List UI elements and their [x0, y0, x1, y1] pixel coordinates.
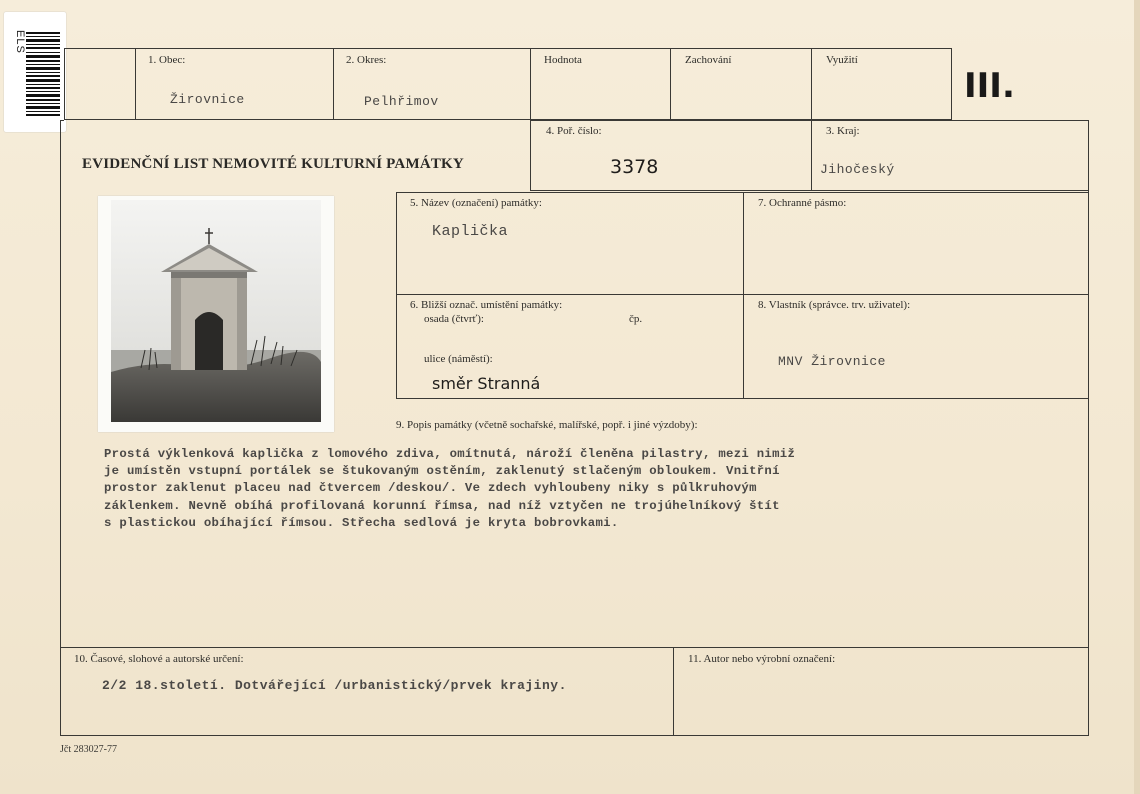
- vlastnik-value: MNV Žirovnice: [778, 354, 886, 369]
- monument-photo: [98, 196, 334, 432]
- kraj-label: 3. Kraj:: [826, 125, 860, 137]
- zachovani-label: Zachování: [685, 54, 732, 66]
- category-mark: III.: [964, 66, 1015, 106]
- rule: [396, 192, 1088, 193]
- rule: [1088, 120, 1089, 648]
- document-title: EVIDENČNÍ LIST NEMOVITÉ KULTURNÍ PAMÁTKY: [82, 156, 464, 172]
- rule: [673, 647, 674, 736]
- paper-edge: [1134, 0, 1140, 794]
- popis-line: je umístěn vstupní portálek se štukovaným ostěním, zaklenutý stlačeným obloukem. Vnitřní: [104, 464, 780, 479]
- popis-label: 9. Popis památky (včetně sochařské, malířské, popř. i jiné výzdoby):: [396, 419, 698, 431]
- autor-label: 11. Autor nebo výrobní označení:: [688, 653, 836, 665]
- okres-value: Pelhřimov: [364, 94, 439, 109]
- ochranne-pasmo-label: 7. Ochranné pásmo:: [758, 197, 847, 209]
- rule: [530, 190, 1088, 191]
- por-cislo-value: 3378: [610, 156, 659, 178]
- hodnota-label: Hodnota: [544, 54, 582, 66]
- rule: [135, 48, 136, 120]
- rule: [743, 192, 744, 399]
- chapel-photo-image: [111, 200, 321, 422]
- rule: [530, 120, 531, 191]
- rule: [396, 192, 397, 399]
- casove-label: 10. Časové, slohové a autorské určení:: [74, 653, 244, 665]
- barcode-text: ELS: [14, 30, 26, 54]
- rule: [60, 120, 64, 121]
- obec-value: Žirovnice: [170, 92, 245, 107]
- rule: [333, 48, 334, 120]
- rule: [64, 48, 65, 120]
- barcode-tag: [4, 12, 66, 132]
- popis-line: Prostá výklenková kaplička z lomového zdiva, omítnutá, nároží členěna pilastry, mezi nimiž: [104, 447, 796, 461]
- rule: [396, 398, 1088, 399]
- vyuziti-label: Využití: [826, 54, 858, 66]
- rule: [951, 48, 952, 120]
- rule: [60, 647, 1088, 648]
- rule: [811, 120, 812, 191]
- popis-text: [104, 446, 1004, 532]
- cp-label: čp.: [629, 313, 643, 325]
- vlastnik-label: 8. Vlastník (správce. trv. uživatel):: [758, 299, 911, 311]
- ulice-label: ulice (náměstí):: [424, 353, 493, 365]
- rule: [60, 735, 1088, 736]
- rule: [811, 48, 812, 120]
- rule: [396, 294, 1088, 295]
- rule: [1088, 647, 1089, 736]
- casove-value: 2/2 18.století. Dotvářející /urbanistický/prvek krajiny.: [102, 678, 567, 693]
- blizsi-label: 6. Bližší označ. umístění památky:: [410, 299, 563, 311]
- popis-line: prostor zaklenut placeu nad čtvercem /deskou/. Ve zdech vyhloubeny niky s půlkruhovým: [104, 481, 757, 496]
- osada-label: osada (čtvrť):: [424, 313, 484, 325]
- form-code: Jčt 283027-77: [60, 744, 117, 755]
- ulice-value: směr Stranná: [432, 374, 541, 393]
- por-cislo-label: 4. Poř. číslo:: [546, 125, 602, 137]
- rule: [530, 48, 531, 120]
- popis-line: záklenkem. Nevně obíhá profilovaná korunní římsa, nad níž vztyčen ne trojúhelníkový štít: [104, 498, 780, 513]
- popis-line: s plastickou obíhající římsou. Střecha sedlová je kryta bobrovkami.: [104, 515, 619, 530]
- nazev-label: 5. Název (označení) památky:: [410, 197, 542, 209]
- rule: [530, 120, 1088, 121]
- kraj-value: Jihočeský: [820, 162, 895, 177]
- nazev-value: Kaplička: [432, 223, 509, 240]
- rule: [670, 48, 671, 120]
- obec-label: 1. Obec:: [148, 54, 186, 66]
- rule: [64, 48, 952, 49]
- rule: [60, 120, 61, 736]
- okres-label: 2. Okres:: [346, 54, 387, 66]
- barcode-icon: [26, 26, 60, 120]
